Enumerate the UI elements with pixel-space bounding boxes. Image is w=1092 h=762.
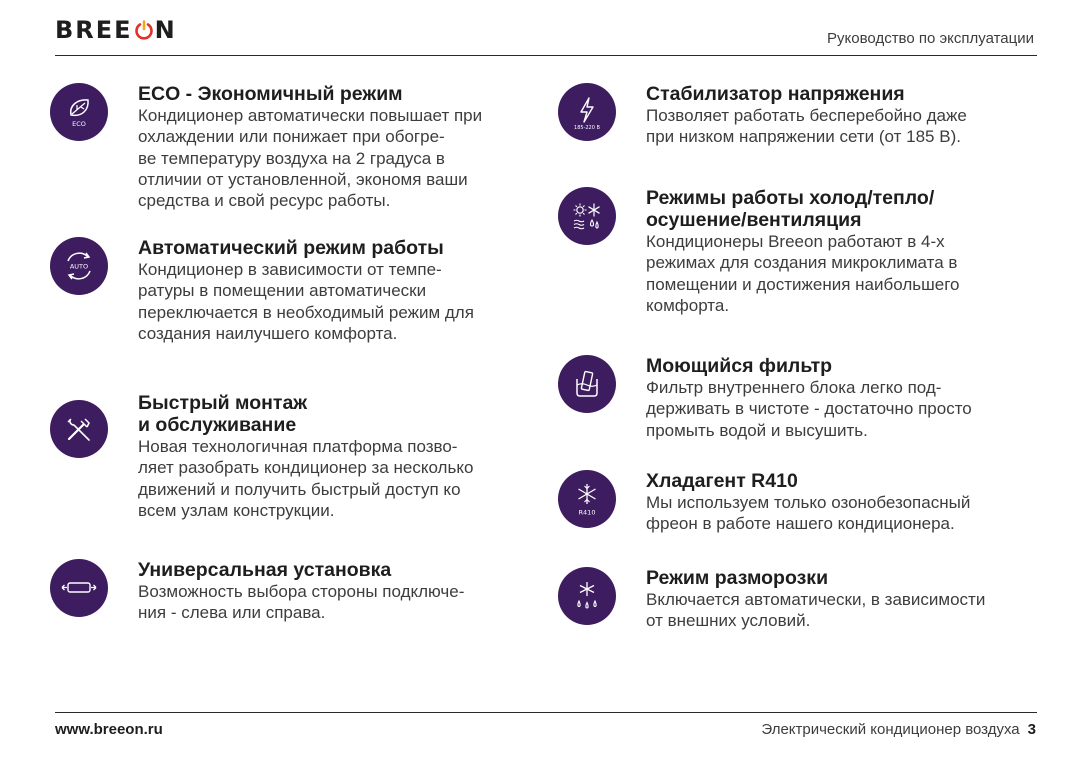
feature-description: [138, 436, 473, 521]
feature-title-line: Автоматический режим работы: [138, 237, 444, 259]
breeon-logo: [55, 16, 177, 44]
feature-title: [138, 83, 482, 105]
logo-text-start: BREE: [55, 16, 133, 44]
refrigerant-r410-icon: [558, 470, 616, 528]
feature-description-line: помещении и достижения наибольшего: [646, 274, 960, 294]
feature-description-line: Включается автоматически, в зависимости: [646, 590, 986, 609]
feature-washable-filter: [558, 355, 972, 441]
feature-title-line: Моющийся фильтр: [646, 355, 833, 377]
feature-description-line: ляет разобрать кондиционер за несколько: [138, 458, 474, 478]
feature-description: [646, 105, 967, 148]
feature-description-line: комфорта.: [646, 295, 730, 315]
feature-title: [646, 355, 972, 377]
feature-description-line: всем узлам конструкции.: [138, 500, 335, 520]
auto-cycle-icon: [50, 237, 108, 295]
feature-title-line: Режим разморозки: [646, 567, 829, 589]
feature-description-line: Кондиционер автоматически повышает при: [138, 106, 483, 125]
feature-description-line: промыть водой и высушить.: [646, 420, 868, 440]
feature-refrigerant: [558, 470, 970, 535]
feature-description-line: держивать в чистоте - достаточно просто: [646, 399, 972, 419]
feature-defrost: [558, 567, 985, 632]
feature-title: [138, 392, 473, 436]
feature-description-line: ратуры в помещении автоматически: [138, 281, 427, 301]
feature-description-line: фреон в работе нашего кондиционера.: [646, 514, 955, 534]
feature-title-line: и обслуживание: [138, 414, 297, 436]
feature-title: [646, 187, 959, 231]
feature-title-line: Хладагент R410: [646, 470, 798, 492]
feature-universal-install: [50, 559, 464, 624]
logo-text-end: N: [154, 16, 177, 44]
feature-description: [138, 105, 482, 211]
feature-title-line: осушение/вентиляция: [646, 209, 862, 231]
eco-icon-label: ECO: [72, 120, 86, 128]
feature-description: [138, 259, 474, 344]
r410-icon-label: R410: [578, 508, 596, 517]
footer-divider: [55, 712, 1037, 713]
feature-description: [646, 492, 970, 535]
washable-filter-icon: [558, 355, 616, 413]
footer-website: www.breeon.ru: [55, 721, 163, 738]
voltage-icon: [558, 83, 616, 141]
feature-title-line: Универсальная установка: [138, 559, 392, 581]
feature-description-line: при низком напряжении сети (от 185 В).: [646, 127, 961, 147]
feature-title: [646, 83, 967, 105]
feature-quick-install: [50, 392, 473, 521]
feature-title: [646, 470, 970, 492]
feature-title-line: Быстрый монтаж: [138, 392, 308, 414]
footer-doc-info: [761, 721, 1036, 738]
footer-doc-title: Электрический кондиционер воздуха: [761, 721, 1020, 738]
feature-description-line: создания наилучшего комфорта.: [138, 323, 398, 343]
feature-description-line: средства и свой ресурс работы.: [138, 191, 391, 211]
feature-description: [646, 377, 972, 441]
defrost-icon: [558, 567, 616, 625]
tools-icon: [50, 400, 108, 458]
eco-leaf-icon: [50, 83, 108, 141]
power-symbol-icon: [134, 20, 154, 40]
feature-description-line: Фильтр внутреннего блока легко под-: [646, 378, 942, 397]
feature-voltage-stabilizer: [558, 83, 967, 148]
feature-description-line: режимах для создания микроклимата в: [646, 253, 958, 273]
modes-icon: [558, 187, 616, 245]
voltage-icon-label: 185-220 В: [574, 125, 600, 131]
feature-description-line: Кондиционеры Breeon работают в 4-х: [646, 232, 945, 251]
feature-description: [646, 589, 985, 632]
feature-title: [138, 237, 474, 259]
feature-operating-modes: [558, 187, 959, 316]
feature-description-line: ве температуру воздуха на 2 градуса в: [138, 148, 445, 168]
feature-description-line: отличии от установленной, экономя ваши: [138, 169, 468, 189]
page-number: 3: [1027, 721, 1036, 738]
feature-eco-mode: [50, 83, 482, 211]
feature-description-line: ния - слева или справа.: [138, 603, 326, 623]
feature-title: [646, 567, 985, 589]
auto-icon-label: AUTO: [69, 262, 89, 271]
feature-description-line: Кондиционер в зависимости от темпе-: [138, 260, 442, 279]
feature-description-line: Мы используем только озонобезопасный: [646, 493, 971, 512]
feature-title-line: Режимы работы холод/тепло/: [646, 187, 935, 209]
header-title: Руководство по эксплуатации: [827, 30, 1034, 47]
feature-title-line: ECO - Экономичный режим: [138, 83, 403, 105]
feature-auto-mode: [50, 237, 474, 344]
side-connection-icon: [50, 559, 108, 617]
feature-description-line: движений и получить быстрый доступ ко: [138, 479, 461, 499]
feature-description: [138, 581, 464, 624]
feature-title: [138, 559, 464, 581]
feature-title-line: Стабилизатор напряжения: [646, 83, 905, 105]
feature-description-line: переключается в необходимый режим для: [138, 302, 474, 322]
feature-description-line: Позволяет работать бесперебойно даже: [646, 106, 967, 125]
feature-description-line: от внешних условий.: [646, 611, 811, 631]
feature-description-line: Возможность выбора стороны подключе-: [138, 582, 465, 601]
feature-description-line: Новая технологичная платформа позво-: [138, 437, 458, 456]
feature-description: [646, 231, 959, 316]
header-divider: [55, 55, 1037, 56]
feature-description-line: охлаждении или понижает при обогре-: [138, 127, 445, 147]
